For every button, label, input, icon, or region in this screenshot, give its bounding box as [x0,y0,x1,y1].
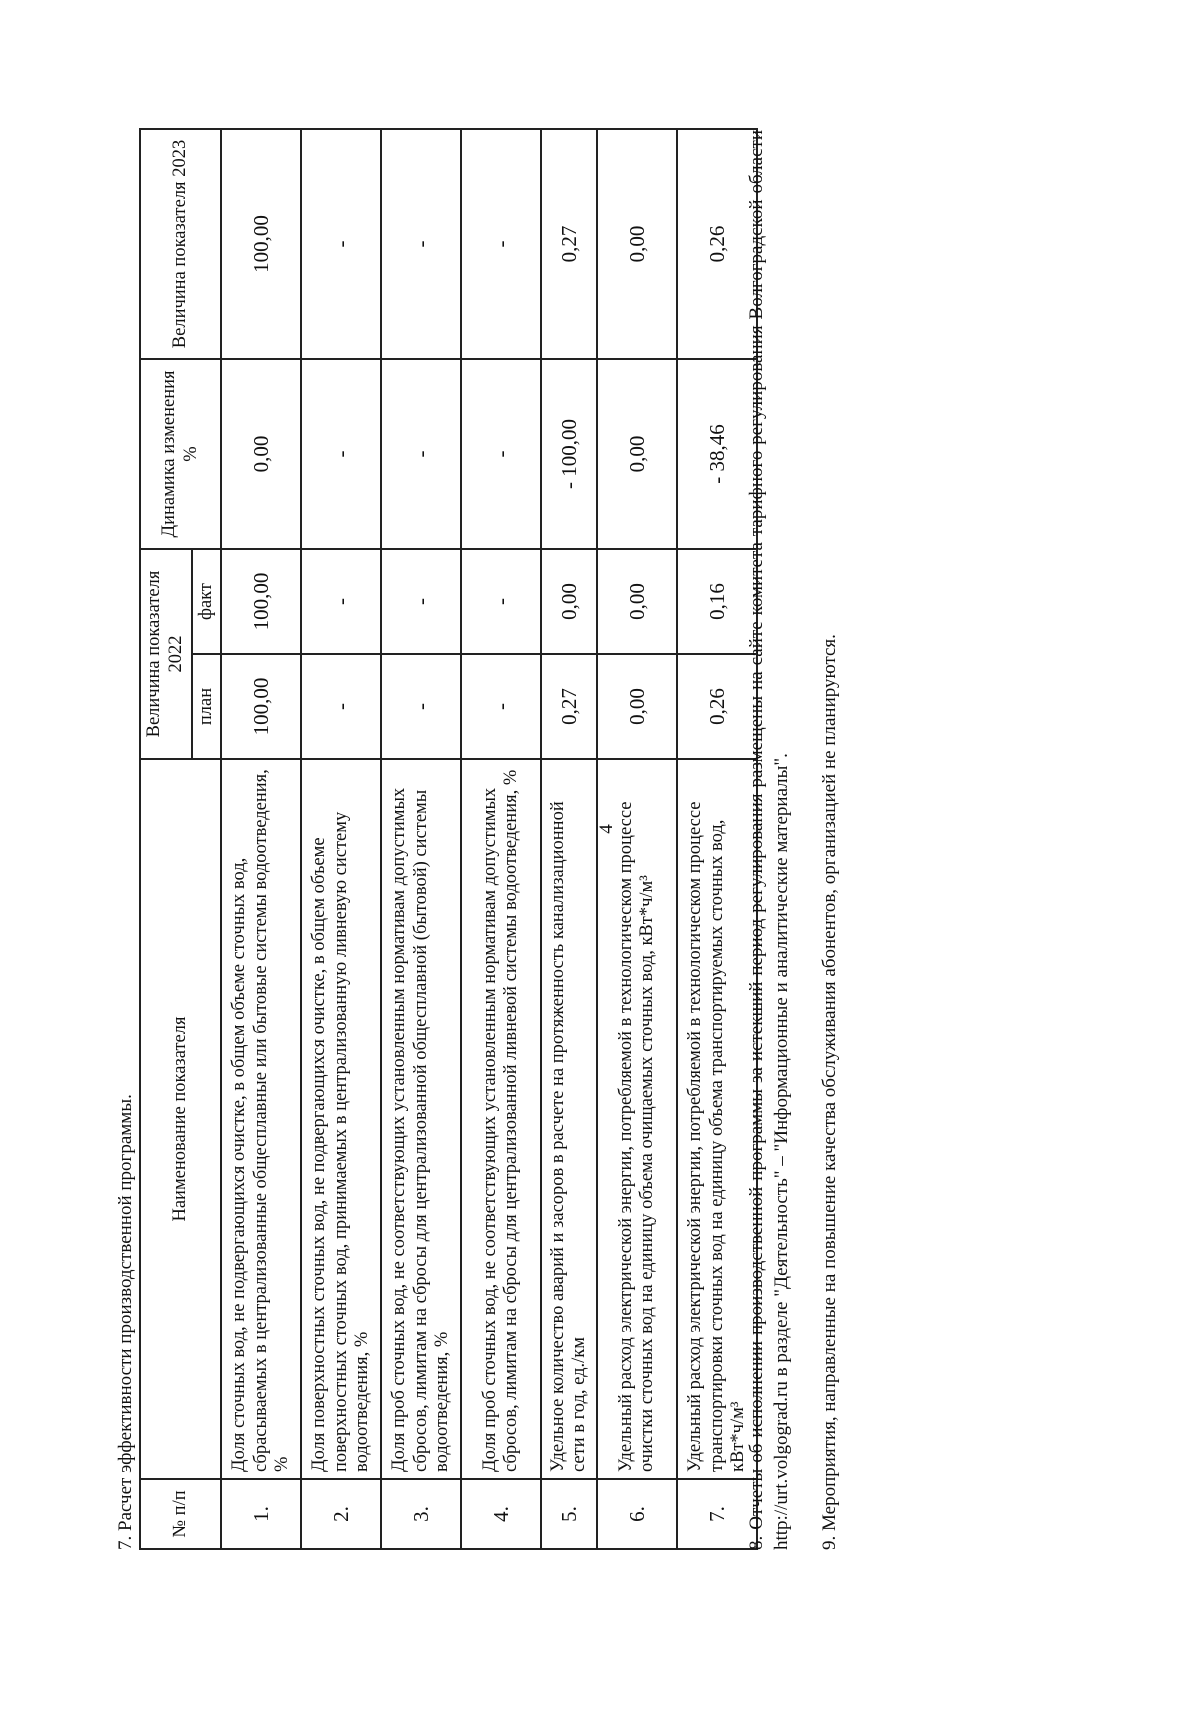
row-value-2023: - [381,129,461,359]
row-num: 3. [381,1479,461,1549]
row-value-2023: 0,26 [677,129,757,359]
row-plan: 0,00 [597,654,677,759]
table-row [597,129,677,1549]
row-fact: 100,00 [221,549,301,654]
row-name: Удельное количество аварий и засоров в расчете на протяженность канализационной сети в год, ед./км [541,759,597,1479]
row-dynamics: 0,00 [597,359,677,549]
row-dynamics: - [301,359,381,549]
row-fact: 0,00 [541,549,597,654]
row-name: Удельный расход электрической энергии, потребляемой в технологическом процессе транспортировки сточных вод на единицу объема транспортируемых сточных вод, кВт*ч/м³ [677,759,757,1479]
table-row [541,129,597,1549]
header-num: № п/п [140,1479,221,1549]
row-num: 1. [221,1479,301,1549]
row-value-2023: 0,00 [597,129,677,359]
header-name: Наименование показателя [140,759,221,1479]
table-header-row [140,129,192,1549]
table-row [301,129,381,1549]
row-plan: 0,27 [541,654,597,759]
row-num: 4. [461,1479,541,1549]
row-value-2023: - [461,129,541,359]
row-num: 6. [597,1479,677,1549]
header-fact: факт [192,549,222,654]
row-fact: - [461,549,541,654]
efficiency-table [139,128,758,1550]
row-plan: - [461,654,541,759]
row-dynamics: - 38,46 [677,359,757,549]
row-value-2023: - [301,129,381,359]
page-number: 4 [596,824,617,834]
row-dynamics: - [381,359,461,549]
row-name: Доля проб сточных вод, не соответствующих установленным нормативам допустимых сбросов, лимитам на сбросы для централизованной ливневой системы водоотведения, % [461,759,541,1479]
paragraph-9: 9. Мероприятия, направленные на повышение качества обслуживания абонентов, организацией не планируются. [819,634,841,1550]
row-plan: 100,00 [221,654,301,759]
row-name: Доля проб сточных вод, не соответствующих установленным нормативам допустимых сбросов, лимитам на сбросы для централизованной общесплавной (бытовой) системы водоотведения, % [381,759,461,1479]
row-num: 7. [677,1479,757,1549]
row-fact: - [381,549,461,654]
row-value-2023: 0,27 [541,129,597,359]
header-plan: план [192,654,222,759]
row-plan: - [381,654,461,759]
row-dynamics: - 100,00 [541,359,597,549]
header-value-2023: Величина показателя 2023 [140,129,221,359]
row-plan: - [301,654,381,759]
rotated-page-content [115,110,895,1550]
row-fact: 0,00 [597,549,677,654]
table-row [461,129,541,1549]
row-fact: - [301,549,381,654]
row-value-2023: 100,00 [221,129,301,359]
row-dynamics: 0,00 [221,359,301,549]
row-num: 2. [301,1479,381,1549]
table-row [221,129,301,1549]
header-value-2022: Величина показателя 2022 [140,549,192,759]
row-name: Доля поверхностных сточных вод, не подвергающихся очистке, в общем объеме поверхностных сточных вод, принимаемых в централизованную ливневую систему водоотведения, % [301,759,381,1479]
row-plan: 0,26 [677,654,757,759]
paragraph-8: 8. Отчеты об исполнении производственной программы за истекший период регулирования размещены на сайте комитета тарифного регулирования Волгоградской области http://urt.volgograd.ru в разделе "Деятельность" – "Информационные и аналитические материалы". [746,130,792,1550]
row-name: Удельный расход электрической энергии, потребляемой в технологическом процессе очистки сточных вод на единицу объема очищаемых сточных вод, кВт*ч/м³ [597,759,677,1479]
row-num: 5. [541,1479,597,1549]
header-dynamics: Динамика изменения % [140,359,221,549]
row-dynamics: - [461,359,541,549]
footer-text [745,130,867,1550]
row-fact: 0,16 [677,549,757,654]
table-row [381,129,461,1549]
section-title: 7. Расчет эффективности производственной программы. [115,1094,136,1550]
row-name: Доля сточных вод, не подвергающихся очистке, в общем объеме сточных вод, сбрасываемых в централизованные общесплавные или бытовые системы водоотведения, % [221,759,301,1479]
